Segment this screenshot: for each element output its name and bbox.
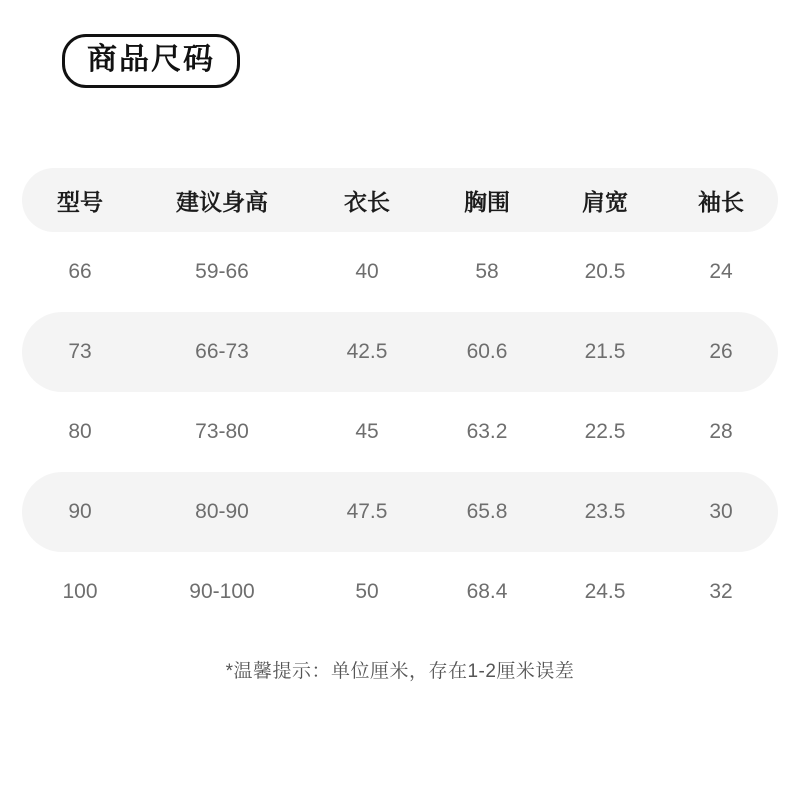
cell-shoulder: 21.5 — [584, 340, 626, 363]
cell-length: 47.5 — [346, 500, 388, 523]
cell-bust: 60.6 — [466, 340, 508, 363]
table-header-row — [22, 168, 778, 232]
cell-bust: 58 — [475, 260, 499, 283]
cell-shoulder: 20.5 — [584, 260, 626, 283]
table-row — [22, 392, 778, 472]
cell-height: 80-90 — [195, 500, 249, 523]
cell-height: 66-73 — [195, 340, 249, 363]
cell-sleeve: 24 — [709, 260, 733, 283]
column-header-sleeve: 袖长 — [698, 188, 744, 215]
cell-height: 90-100 — [189, 580, 255, 603]
cell-bust: 63.2 — [466, 420, 508, 443]
column-header-shoulder: 肩宽 — [582, 188, 628, 215]
cell-shoulder: 22.5 — [584, 420, 626, 443]
size-note: *温馨提示：单位厘米，存在1-2厘米误差 — [225, 661, 575, 682]
cell-length: 50 — [355, 580, 379, 603]
table-row — [22, 552, 778, 632]
cell-model: 90 — [68, 500, 92, 523]
column-header-model: 型号 — [57, 188, 103, 215]
cell-sleeve: 32 — [709, 580, 733, 603]
cell-bust: 68.4 — [466, 580, 508, 603]
table-row — [22, 232, 778, 312]
cell-shoulder: 24.5 — [584, 580, 626, 603]
cell-length: 45 — [355, 420, 379, 443]
cell-sleeve: 28 — [709, 420, 733, 443]
cell-sleeve: 26 — [709, 340, 733, 363]
column-header-bust: 胸围 — [464, 188, 510, 215]
column-header-length: 衣长 — [344, 188, 390, 215]
table-row — [22, 312, 778, 392]
size-table — [22, 168, 778, 632]
cell-height: 73-80 — [195, 420, 249, 443]
table-row — [22, 472, 778, 552]
cell-model: 66 — [68, 260, 92, 283]
cell-length: 40 — [355, 260, 379, 283]
page-title-badge — [62, 34, 240, 88]
cell-model: 80 — [68, 420, 92, 443]
cell-bust: 65.8 — [466, 500, 508, 523]
cell-model: 73 — [68, 340, 92, 363]
page-title: 商品尺码 — [87, 43, 215, 76]
cell-sleeve: 30 — [709, 500, 733, 523]
column-header-height: 建议身高 — [176, 188, 268, 215]
cell-model: 100 — [62, 580, 98, 603]
cell-length: 42.5 — [346, 340, 388, 363]
cell-height: 59-66 — [195, 260, 249, 283]
cell-shoulder: 23.5 — [584, 500, 626, 523]
